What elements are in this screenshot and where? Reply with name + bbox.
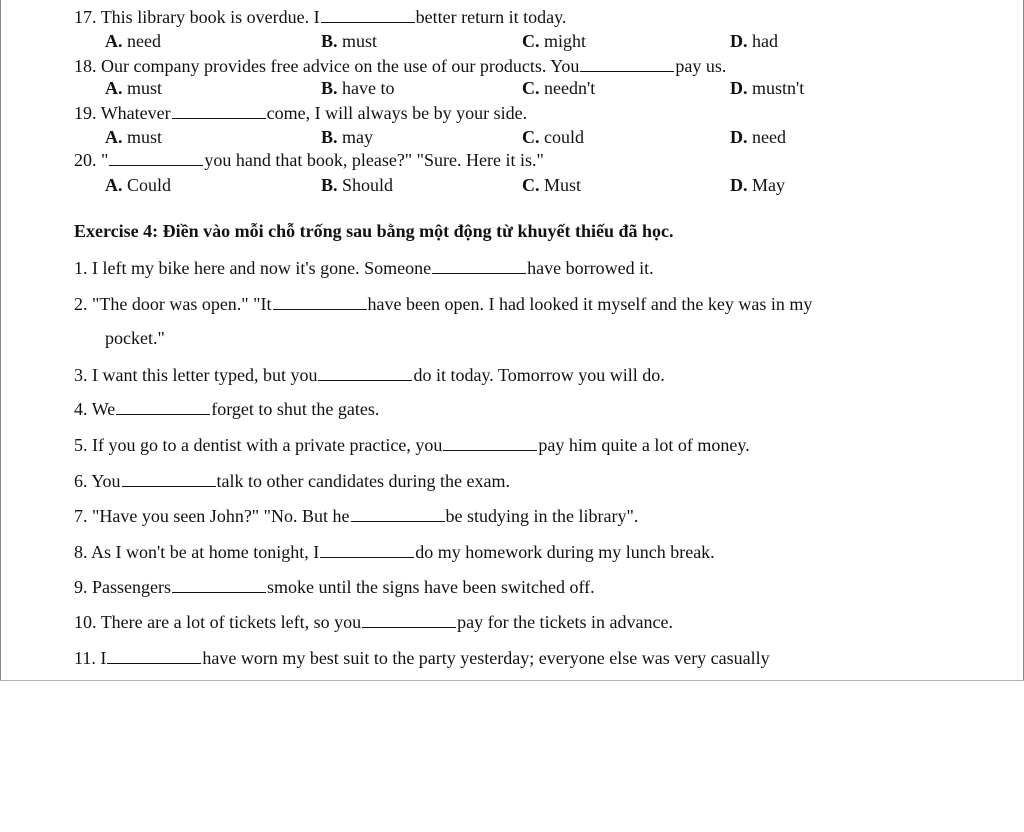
answer-blank bbox=[580, 56, 674, 72]
exercise-item-4: 4. We forget to shut the gates. bbox=[74, 399, 380, 419]
answer-blank bbox=[273, 294, 367, 310]
option-d: D. May bbox=[730, 175, 785, 195]
answer-blank bbox=[443, 435, 537, 451]
question-18 bbox=[74, 55, 726, 77]
exercise-item-9: 9. Passengers smoke until the signs have been switched off. bbox=[74, 577, 595, 597]
question-text-after: you hand that book, please?" "Sure. Here it is." bbox=[204, 150, 544, 170]
option-c: C. could bbox=[522, 127, 584, 147]
option-b: B. must bbox=[321, 31, 378, 51]
answer-blank bbox=[109, 150, 203, 166]
answer-blank bbox=[122, 471, 216, 487]
answer-blank bbox=[318, 365, 412, 381]
question-text-before: " bbox=[101, 150, 109, 170]
option-a: A. need bbox=[105, 31, 161, 51]
exercise-4-heading: Exercise 4: Điền vào mỗi chỗ trống sau bằng một động từ khuyết thiếu đã học. bbox=[74, 221, 674, 241]
question-text-before: Whatever bbox=[100, 103, 171, 123]
option-d: D. need bbox=[730, 127, 786, 147]
option-d: D. had bbox=[730, 31, 778, 51]
question-text-after: better return it today. bbox=[415, 7, 567, 27]
option-b: B. Should bbox=[321, 175, 394, 195]
answer-blank bbox=[107, 648, 201, 664]
option-c: C. needn't bbox=[522, 78, 596, 98]
answer-blank bbox=[172, 103, 266, 119]
question-17 bbox=[74, 6, 566, 28]
exercise-item-11: 11. I have worn my best suit to the party yesterday; everyone else was very casually bbox=[74, 648, 770, 668]
exercise-item-8: 8. As I won't be at home tonight, I do my homework during my lunch break. bbox=[74, 542, 715, 562]
question-text-after: come, I will always be by your side. bbox=[266, 103, 528, 123]
option-b: B. may bbox=[321, 127, 374, 147]
option-a: A. Could bbox=[105, 175, 172, 195]
answer-blank bbox=[116, 399, 210, 415]
option-a: A. must bbox=[105, 78, 163, 98]
exercise-item-1: 1. I left my bike here and now it's gone. Someone have borrowed it. bbox=[74, 258, 654, 278]
question-number: 20. bbox=[74, 150, 97, 170]
question-number: 18. bbox=[74, 56, 97, 76]
question-20 bbox=[74, 149, 544, 171]
option-a: A. must bbox=[105, 127, 163, 147]
exercise-item-6: 6. You talk to other candidates during the exam. bbox=[74, 471, 510, 491]
exercise-item-2: 2. "The door was open." "It have been open. I had looked it myself and the key was in my bbox=[74, 294, 813, 314]
question-text-before: This library book is overdue. I bbox=[100, 7, 320, 27]
answer-blank bbox=[172, 577, 266, 593]
option-d: D. mustn't bbox=[730, 78, 805, 98]
answer-blank bbox=[321, 7, 415, 23]
exercise-item-7: 7. "Have you seen John?" "No. But he be studying in the library". bbox=[74, 506, 639, 526]
exercise-item-2-continuation: pocket." bbox=[105, 328, 165, 348]
option-b: B. have to bbox=[321, 78, 395, 98]
question-number: 19. bbox=[74, 103, 97, 123]
answer-blank bbox=[362, 612, 456, 628]
question-text-after: pay us. bbox=[675, 56, 727, 76]
question-19 bbox=[74, 102, 527, 124]
exercise-item-5: 5. If you go to a dentist with a private practice, you pay him quite a lot of money. bbox=[74, 435, 750, 455]
answer-blank bbox=[351, 506, 445, 522]
exercise-item-10: 10. There are a lot of tickets left, so you pay for the tickets in advance. bbox=[74, 612, 674, 632]
option-c: C. might bbox=[522, 31, 587, 51]
option-c: C. Must bbox=[522, 175, 582, 195]
question-number: 17. bbox=[74, 7, 97, 27]
answer-blank bbox=[320, 542, 414, 558]
answer-blank bbox=[432, 258, 526, 274]
question-text-before: Our company provides free advice on the use of our products. You bbox=[101, 56, 580, 76]
exercise-item-3: 3. I want this letter typed, but you do it today. Tomorrow you will do. bbox=[74, 365, 665, 385]
